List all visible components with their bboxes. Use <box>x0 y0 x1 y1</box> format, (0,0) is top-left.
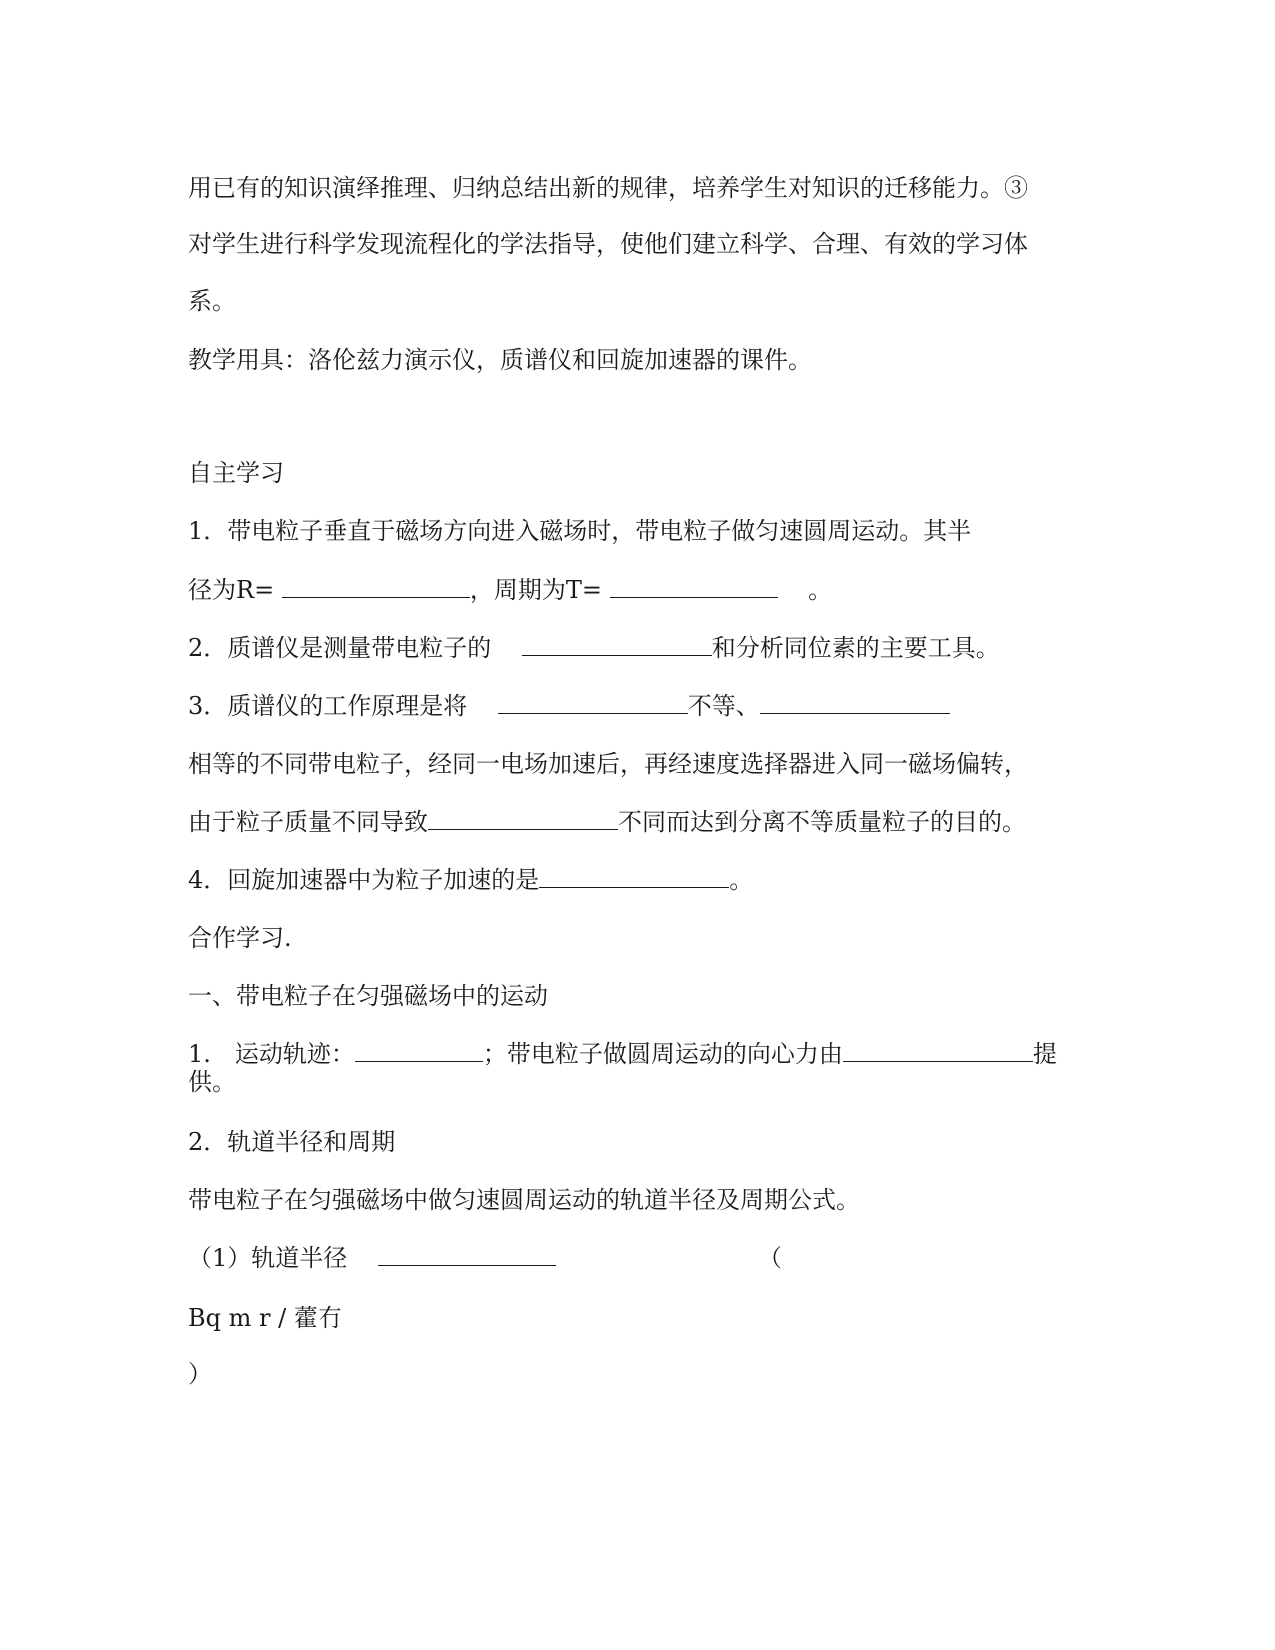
q2-text-a: 2．质谱仪是测量带电粒子的 <box>188 634 492 662</box>
question-1-line-2 <box>188 574 832 606</box>
close-paren: ） <box>188 1360 212 1388</box>
question-1-line-1: 1．带电粒子垂直于磁场方向进入磁场时，带电粒子做匀速圆周运动。其半 <box>188 517 972 545</box>
q3-text-b: 不等、 <box>687 692 760 720</box>
trajectory-blank[interactable] <box>355 1039 483 1062</box>
question-2 <box>188 632 1000 664</box>
item1-text-a: 1. 运动轨迹： <box>188 1040 355 1068</box>
formula-text: Bq m r / 藿冇 <box>188 1304 342 1332</box>
item-1-line-1 <box>188 1038 1057 1070</box>
question-4 <box>188 864 753 896</box>
q1-text-a: 径为R= <box>188 576 275 604</box>
centripetal-force-blank[interactable] <box>843 1039 1033 1062</box>
item-2-title: 2．轨道半径和周期 <box>188 1128 396 1156</box>
sub1-text: （1）轨道半径 <box>188 1244 348 1272</box>
item1-text-b: ；带电粒子做圆周运动的向心力由 <box>482 1040 843 1068</box>
teaching-tools: 教学用具：洛伦兹力演示仪，质谱仪和回旋加速器的课件。 <box>188 346 812 374</box>
q1-text-c: 。 <box>808 576 833 604</box>
q3-blank-1[interactable] <box>498 691 688 714</box>
q1-text-b: ，周期为T= <box>469 576 602 604</box>
q3-text-a: 3．质谱仪的工作原理是将 <box>188 692 468 720</box>
q2-text-b: 和分析同位素的主要工具。 <box>711 634 1000 662</box>
q3-line3-text-a: 由于粒子质量不同导致 <box>188 808 428 836</box>
radius-blank[interactable] <box>282 575 470 598</box>
question-3-line-2: 相等的不同带电粒子，经同一电场加速后，再经速度选择器进入同一磁场偏转， <box>188 750 1028 778</box>
coop-heading: 合作学习. <box>188 924 292 952</box>
radius-formula-blank[interactable] <box>378 1243 556 1266</box>
section-1-title: 一、带电粒子在匀强磁场中的运动 <box>188 982 548 1010</box>
intro-line-1: 用已有的知识演绎推理、归纳总结出新的规律，培养学生对知识的迁移能力。③ <box>188 174 1028 202</box>
item-2-description: 带电粒子在匀强磁场中做匀速圆周运动的轨道半径及周期公式。 <box>188 1186 860 1214</box>
intro-line-2: 对学生进行科学发现流程化的学法指导，使他们建立科学、合理、有效的学习体 <box>188 230 1028 258</box>
question-3-line-1 <box>188 690 950 722</box>
open-paren: （ <box>758 1244 782 1272</box>
q4-text-b: 。 <box>729 866 754 894</box>
intro-line-3: 系。 <box>188 287 236 315</box>
period-blank[interactable] <box>610 575 778 598</box>
question-3-line-3 <box>188 806 1026 838</box>
q4-blank[interactable] <box>539 865 729 888</box>
q4-text-a: 4．回旋加速器中为粒子加速的是 <box>188 866 540 894</box>
q3-line3-text-b: 不同而达到分离不等质量粒子的目的。 <box>618 808 1026 836</box>
self-study-heading: 自主学习 <box>188 459 284 487</box>
item-1-line-2: 供。 <box>188 1068 236 1096</box>
item1-text-c: 提 <box>1032 1040 1057 1068</box>
q3-blank-2[interactable] <box>760 691 950 714</box>
q3-blank-3[interactable] <box>428 807 618 830</box>
sub-item-radius <box>188 1242 556 1274</box>
q2-blank[interactable] <box>522 633 712 656</box>
